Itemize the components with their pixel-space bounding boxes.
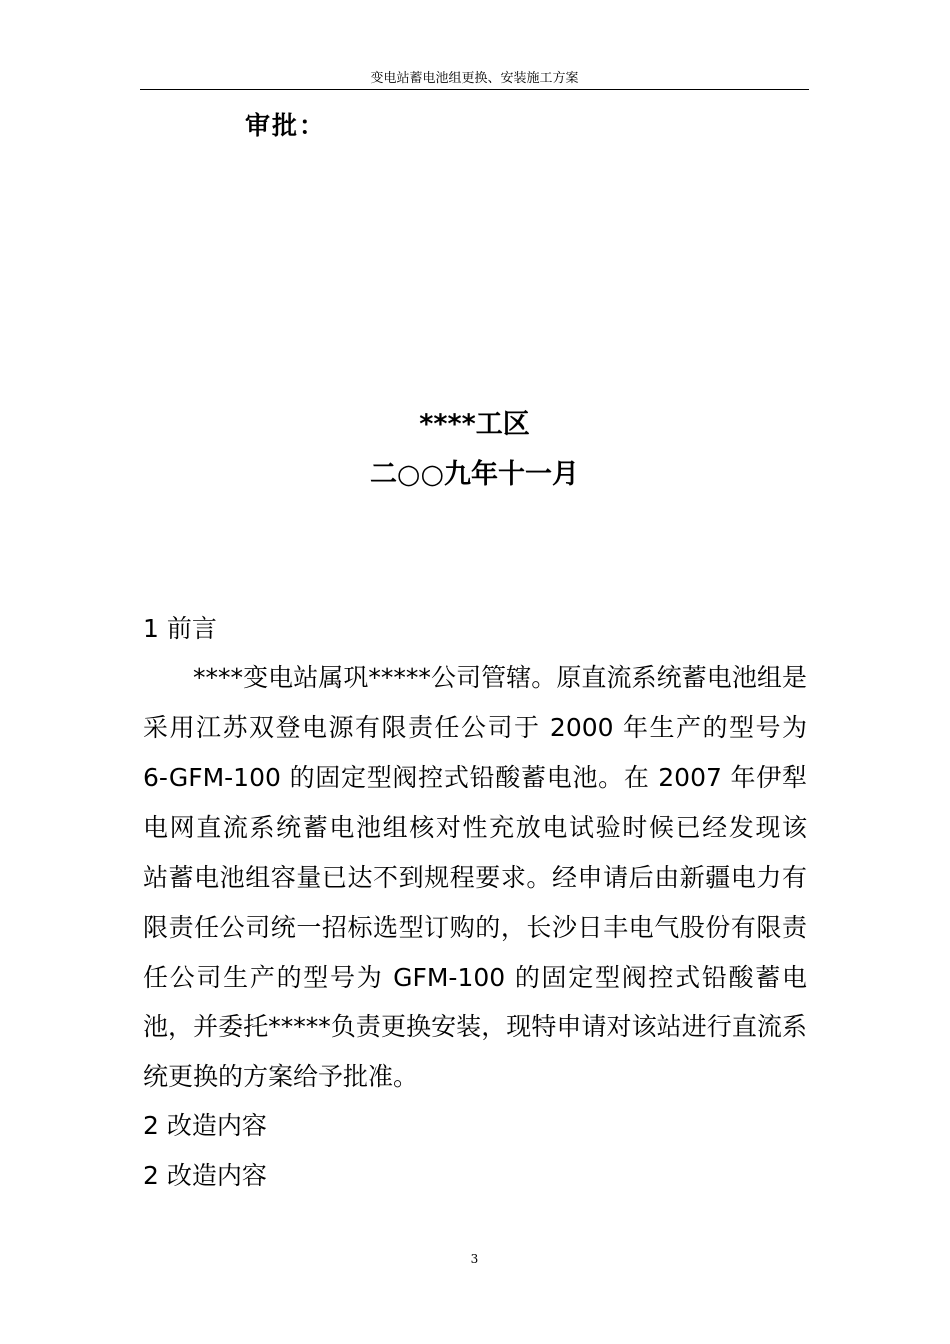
section-heading-modification-repeat: 2 改造内容 — [143, 1161, 267, 1190]
paragraph-line: 6-GFM-100 的固定型阀控式铅酸蓄电池。在 2007 年伊犁 — [143, 763, 807, 792]
paragraph-line: 池，并委托*****负责更换安装，现特申请对该站进行直流系 — [143, 1012, 807, 1041]
running-header: 变电站蓄电池组更换、安装施工方案 — [370, 71, 579, 86]
paragraph-line: 统更换的方案给予批准。 — [143, 1062, 419, 1091]
approval-label: 审批： — [245, 111, 327, 140]
paragraph-line: 限责任公司统一招标选型订购的，长沙日丰电气股份有限责 — [143, 913, 807, 942]
paragraph-line: 站蓄电池组容量已达不到规程要求。经申请后由新疆电力有 — [143, 863, 807, 892]
paragraph-line: 任公司生产的型号为 GFM-100 的固定型阀控式铅酸蓄电 — [143, 963, 807, 992]
paragraph-line: ****变电站属巩*****公司管辖。原直流系统蓄电池组是 — [193, 663, 807, 692]
paragraph-line: 采用江苏双登电源有限责任公司于 2000 年生产的型号为 — [143, 713, 807, 742]
section-heading-modification: 2 改造内容 — [143, 1111, 267, 1140]
page-number: 3 — [470, 1252, 479, 1266]
section-heading-preface: 1 前言 — [143, 614, 217, 643]
paragraph-line: 电网直流系统蓄电池组核对性充放电试验时候已经发现该 — [143, 813, 807, 842]
document-date: 二○○九年十一月 — [369, 459, 580, 490]
issuing-organization: ****工区 — [419, 409, 530, 440]
header-rule — [140, 89, 809, 90]
